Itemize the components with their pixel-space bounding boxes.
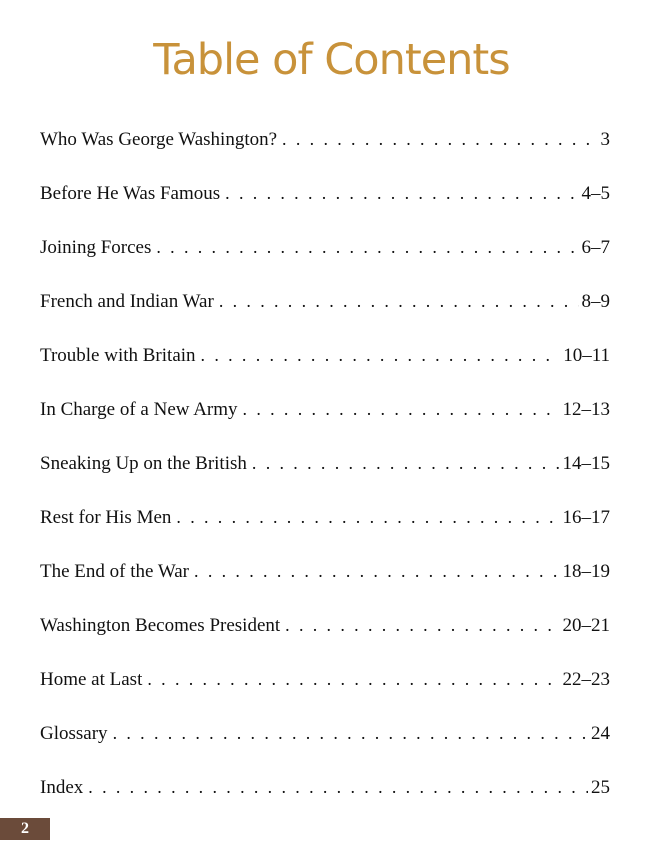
toc-entry-title: Joining Forces	[40, 237, 152, 258]
toc-entry-title: Who Was George Washington?	[40, 129, 278, 150]
toc-entry-page: 4–5	[581, 183, 610, 204]
dot-leader	[225, 180, 578, 206]
toc-entry	[40, 504, 610, 558]
toc-entry	[40, 288, 610, 342]
dot-leader	[282, 126, 597, 152]
toc-entry	[40, 180, 610, 234]
table-of-contents	[40, 126, 610, 828]
toc-entry-page: 10–11	[563, 345, 610, 366]
toc-entry	[40, 126, 610, 180]
toc-entry-title: French and Indian War	[40, 291, 214, 312]
toc-entry	[40, 558, 610, 612]
toc-entry	[40, 342, 610, 396]
toc-entry	[40, 612, 610, 666]
toc-entry-title: Rest for His Men	[40, 507, 172, 528]
toc-entry-title: In Charge of a New Army	[40, 399, 238, 420]
toc-entry	[40, 774, 610, 828]
dot-leader	[243, 396, 560, 422]
toc-entry-title: Glossary	[40, 723, 108, 744]
toc-entry	[40, 396, 610, 450]
dot-leader	[201, 342, 561, 368]
toc-entry-title: Index	[40, 777, 84, 798]
dot-leader	[219, 288, 579, 314]
toc-entry-title: The End of the War	[40, 561, 190, 582]
dot-leader	[252, 450, 560, 476]
dot-leader	[147, 666, 559, 692]
toc-entry-page: 25	[591, 777, 610, 798]
toc-entry-title: Home at Last	[40, 669, 143, 690]
toc-entry-page: 3	[600, 129, 610, 150]
toc-entry-title: Sneaking Up on the British	[40, 453, 247, 474]
toc-entry	[40, 234, 610, 288]
toc-entry-page: 24	[591, 723, 610, 744]
page-title: Table of Contents	[153, 35, 510, 85]
toc-entry-title: Washington Becomes President	[40, 615, 281, 636]
toc-entry-page: 8–9	[581, 291, 610, 312]
toc-entry-page: 6–7	[581, 237, 610, 258]
page-number-badge: 2	[0, 818, 50, 840]
dot-leader	[285, 612, 559, 638]
toc-entry	[40, 720, 610, 774]
toc-entry-page: 12–13	[562, 399, 610, 420]
dot-leader	[88, 774, 588, 800]
dot-leader	[156, 234, 578, 260]
toc-entry-page: 18–19	[562, 561, 610, 582]
dot-leader	[194, 558, 559, 584]
toc-entry-title: Trouble with Britain	[40, 345, 196, 366]
toc-entry	[40, 450, 610, 504]
toc-entry-page: 20–21	[562, 615, 610, 636]
toc-entry	[40, 666, 610, 720]
dot-leader	[113, 720, 588, 746]
toc-entry-page: 22–23	[562, 669, 610, 690]
toc-entry-title: Before He Was Famous	[40, 183, 221, 204]
toc-entry-page: 16–17	[562, 507, 610, 528]
toc-entry-page: 14–15	[562, 453, 610, 474]
dot-leader	[176, 504, 559, 530]
